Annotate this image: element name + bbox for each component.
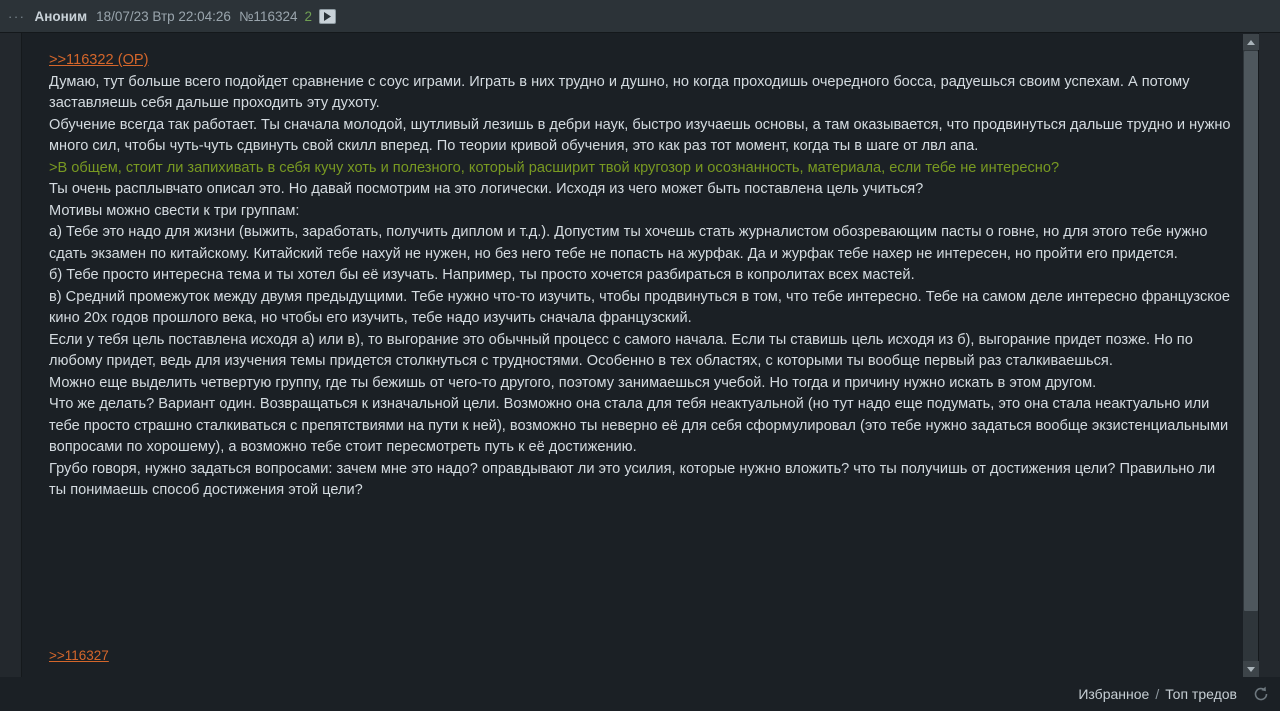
- post-line: Ты очень расплывчато описал это. Но давай посмотрим на это логически. Исходя из чего может быть поставлена цель учиться?: [49, 181, 924, 197]
- chevron-up-icon: [1247, 40, 1255, 45]
- vertical-scrollbar[interactable]: [1242, 34, 1258, 677]
- play-icon[interactable]: [319, 9, 336, 24]
- bottom-bar: [0, 677, 1280, 711]
- post-paragraph: Можно еще выделить четвертую группу, где ты бежишь от чего-то другого, поэтому занимаешься учебой. Но тогда и причину нужно искать в этом другом.: [49, 374, 1097, 391]
- reply-count[interactable]: 2: [304, 8, 312, 24]
- chevron-down-icon: [1247, 667, 1255, 672]
- post-paragraph: Обучение всегда так работает. Ты сначала молодой, шутливый лезишь в дебри наук, быстро изучаешь основы, а там оказывается, что продвинуться дальше трудно и нужно много сил, чтобы чуть-чуть сдвинуть свой скилл вперед. По теории кривой обучения, это как раз тот момент, когда ты в шаге от лвл апа.: [49, 116, 1231, 154]
- scroll-up-arrow[interactable]: [1243, 34, 1259, 50]
- bottom-reflink[interactable]: >>116327: [49, 648, 109, 663]
- post-paragraph: Что же делать? Вариант один. Возвращаться к изначальной цели. Возможно она стала для тебя неактуальной (но тут надо еще подумать, это она стала неактуально или тебе просто страшно сталкиваться с препятствиями на пути к ней), возможно ты неверно её для себя сформулировал (это тебе нужно задаться вообще экзистенциальными вопросами по хорошему), а возможно тебе стоит пересмотреть путь к её достижению.: [49, 396, 1229, 455]
- post-paragraph: Если у тебя цель поставлена исходя а) или в), то выгорание это обычный процесс с самого начала. Если ты ставишь цель исходя из б), выгорание придет позже. Но по любому придет, ведь для изучения темы придется столкнуться с трудностями. Особенно в тех областях, с которыми ты вообще первый раз сталкиваешься.: [49, 331, 1193, 369]
- left-gutter: [0, 33, 22, 711]
- post-line: Мотивы можно свести к три группам:: [49, 202, 300, 219]
- post-paragraph: Грубо говоря, нужно задаться вопросами: зачем мне это надо? оправдывают ли это усилия, которые нужно вложить? что ты получишь от достижения цели? Правильно ли ты понимаешь способ достижения этой цели?: [49, 460, 1216, 498]
- post-line: в) Средний промежуток между двумя предыдущими. Тебе нужно что-то изучить, чтобы продвинуться в том, что тебе интересно. Тебе на самом деле интересно французское кино 20х годов прошлого века, но чтобы его изучить, тебе надо изучить сначала французский.: [49, 288, 1231, 326]
- greentext-quote: >В общем, стоит ли запихивать в себя кучу хоть и полезного, который расширит твой кругозор и осознанность, материала, если тебе не интересно?: [49, 159, 1060, 176]
- post-header: [0, 0, 1280, 33]
- post-line: а) Тебе это надо для жизни (выжить, заработать, получить диплом и т.д.). Допустим ты хочешь стать журналистом обозревающим пасты о говне, но для этого тебе нужно сдать экзамен по китайскому. Китайский тебе нахуй не нужен, но без него тебе не попасть на журфак. Да и журфак тебе нахер не интересен, но пройти его придется.: [49, 224, 1208, 262]
- post-menu-dots[interactable]: ···: [8, 8, 26, 24]
- scroll-down-arrow[interactable]: [1243, 661, 1259, 677]
- post-date: 18/07/23 Втр 22:04:26: [96, 8, 231, 24]
- post-paragraph: Думаю, тут больше всего подойдет сравнение с соус играми. Играть в них трудно и душно, но когда проходишь очередного босса, радуешься своим успехам. А потому заставляешь себя дальше проходить эту духоту.: [49, 73, 1190, 111]
- post-body: [23, 34, 1255, 677]
- op-reflink[interactable]: >>116322 (OP): [49, 52, 149, 68]
- poster-name: Аноним: [34, 8, 88, 24]
- right-gutter: [1258, 33, 1280, 711]
- favorites-link[interactable]: Избранное: [1078, 686, 1150, 702]
- scrollbar-thumb[interactable]: [1244, 51, 1258, 611]
- post-number[interactable]: №116324: [238, 8, 298, 24]
- top-threads-link[interactable]: Топ тредов: [1165, 686, 1237, 702]
- post-line: б) Тебе просто интересна тема и ты хотел бы её изучать. Например, ты просто хочется разбираться в копролитах всех мастей.: [49, 267, 915, 283]
- bottom-separator: /: [1155, 686, 1160, 702]
- refresh-icon[interactable]: [1251, 685, 1270, 704]
